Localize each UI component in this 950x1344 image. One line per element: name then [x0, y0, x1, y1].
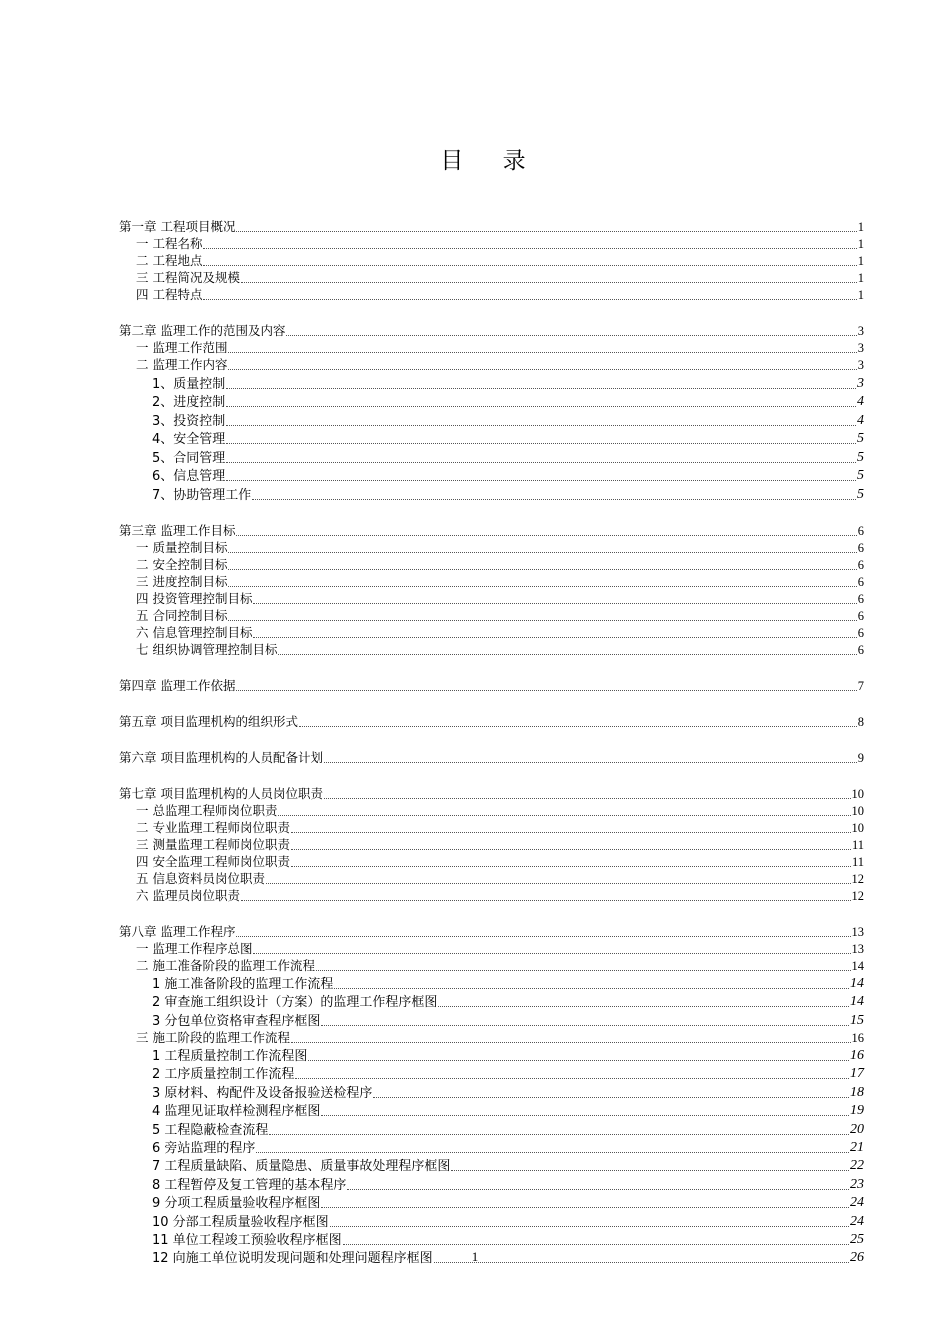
toc-entry-label: 2 工序质量控制工作流程	[152, 1067, 295, 1083]
toc-leader-dots	[278, 653, 856, 655]
toc-entry-label: 1 施工准备阶段的监理工作流程	[152, 976, 334, 992]
toc-entry-label: 四 工程特点	[136, 287, 203, 302]
toc-leader-dots	[226, 461, 856, 463]
toc-leader-dots	[226, 442, 856, 444]
toc-leader-dots	[295, 1077, 849, 1079]
toc-leader-dots	[324, 797, 851, 799]
toc-entry-page: 6	[857, 625, 864, 640]
toc-leader-dots	[226, 479, 856, 481]
toc-leader-dots	[252, 498, 856, 500]
toc-entry-page: 5	[857, 431, 864, 446]
toc-entry-page: 4	[857, 394, 864, 409]
toc-entry[interactable]	[119, 356, 864, 373]
toc-entry-label: 第五章 项目监理机构的组织形式	[119, 713, 298, 729]
toc-entry[interactable]	[119, 1064, 864, 1082]
toc-entry-page: 1	[857, 271, 864, 285]
toc-entry[interactable]	[119, 704, 864, 730]
toc-entry-page: 5	[857, 486, 864, 502]
toc-leader-dots	[451, 1169, 849, 1171]
toc-leader-dots	[236, 689, 856, 691]
toc-entry-page: 13	[851, 924, 864, 939]
page-number: 1	[471, 1249, 479, 1264]
toc-entry-page: 7	[857, 678, 864, 693]
toc-entry-page: 6	[857, 557, 864, 572]
toc-entry[interactable]	[119, 668, 864, 694]
toc-entry[interactable]	[119, 1029, 864, 1046]
toc-leader-dots	[269, 1133, 849, 1135]
toc-leader-dots	[253, 602, 856, 604]
toc-entry-page: 9	[857, 750, 864, 765]
toc-leader-dots	[324, 761, 857, 763]
toc-entry[interactable]	[119, 607, 864, 624]
toc-entry-page: 18	[850, 1084, 864, 1100]
toc-entry-label: 一 监理工作程序总图	[136, 940, 253, 956]
toc-entry-page: 24	[850, 1213, 864, 1229]
toc-entry-label: 12 向施工单位说明发现问题和处理问题程序框图	[152, 1251, 433, 1267]
toc-leader-dots	[241, 899, 851, 901]
toc-entry[interactable]	[119, 887, 864, 904]
toc-leader-dots	[334, 987, 849, 989]
toc-entry[interactable]	[119, 1046, 864, 1064]
toc-leader-dots	[236, 230, 856, 232]
toc-entry-page: 11	[851, 854, 864, 869]
toc-entry-page: 26	[850, 1250, 864, 1266]
toc-leader-dots	[203, 247, 856, 249]
toc-entry[interactable]	[119, 802, 864, 819]
toc-entry-label: 四 投资管理控制目标	[136, 590, 253, 606]
toc-entry[interactable]	[119, 313, 864, 339]
toc-entry-label: 第七章 项目监理机构的人员岗位职责	[119, 785, 323, 801]
toc-entry[interactable]	[119, 590, 864, 607]
toc-entry-label: 9 分项工程质量验收程序框图	[152, 1196, 321, 1212]
toc-leader-dots	[228, 551, 856, 553]
toc-leader-dots	[299, 725, 857, 727]
toc-leader-dots	[203, 264, 856, 266]
toc-entry-label: 4、安全管理	[152, 432, 226, 447]
toc-entry-page: 1	[857, 288, 864, 302]
toc-entry[interactable]	[119, 513, 864, 539]
toc-leader-dots	[308, 1059, 849, 1061]
toc-entry-label: 三 进度控制目标	[136, 573, 228, 589]
toc-entry[interactable]	[119, 940, 864, 957]
toc-entry[interactable]	[119, 573, 864, 590]
toc-entry[interactable]	[119, 339, 864, 356]
toc-entry-label: 1 工程质量控制工作流程图	[152, 1049, 308, 1065]
toc-entry-page: 13	[851, 941, 864, 956]
toc-entry-label: 四 安全监理工程师岗位职责	[136, 853, 290, 869]
toc-entry[interactable]	[119, 776, 864, 802]
toc-entry-page: 3	[857, 324, 864, 338]
toc-entry[interactable]	[119, 269, 864, 286]
toc-entry-label: 6 旁站监理的程序	[152, 1141, 256, 1157]
toc-entry[interactable]	[119, 624, 864, 641]
toc-entry-page: 5	[857, 449, 864, 465]
toc-leader-dots	[347, 1188, 849, 1190]
toc-entry-label: 2、进度控制	[152, 395, 226, 410]
toc-entry[interactable]	[119, 286, 864, 303]
toc-entry-label: 第八章 监理工作程序	[119, 923, 236, 939]
toc-entry-page: 14	[850, 975, 864, 991]
toc-entry[interactable]	[119, 819, 864, 836]
toc-entry-label: 一 总监理工程师岗位职责	[136, 802, 278, 818]
toc-leader-dots	[228, 351, 856, 353]
toc-entry-label: 第六章 项目监理机构的人员配备计划	[119, 749, 323, 765]
toc-leader-dots	[241, 281, 857, 283]
toc-entry[interactable]	[119, 252, 864, 269]
toc-leader-dots	[321, 1024, 849, 1026]
toc-entry-page: 17	[850, 1066, 864, 1082]
toc-entry-page: 23	[850, 1176, 864, 1192]
toc-entry[interactable]	[119, 974, 864, 992]
toc-leader-dots	[256, 1151, 849, 1153]
toc-entry-page: 14	[850, 994, 864, 1010]
table-of-contents	[119, 208, 864, 1266]
toc-entry-label: 4 监理见证取样检测程序框图	[152, 1104, 321, 1120]
toc-entry[interactable]	[119, 484, 864, 503]
toc-leader-dots	[266, 882, 851, 884]
toc-leader-dots	[203, 298, 856, 300]
toc-entry-label: 7 工程质量缺陷、质量隐患、质量事故处理程序框图	[152, 1159, 451, 1175]
toc-entry-label: 五 合同控制目标	[136, 607, 228, 623]
toc-entry[interactable]	[119, 539, 864, 556]
toc-entry-page: 1	[857, 237, 864, 251]
toc-entry-page: 16	[850, 1048, 864, 1064]
toc-entry-page: 15	[850, 1012, 864, 1028]
toc-entry-page: 25	[850, 1231, 864, 1247]
toc-entry[interactable]	[119, 1193, 864, 1211]
toc-entry[interactable]	[119, 1174, 864, 1192]
toc-entry-page: 21	[850, 1140, 864, 1156]
toc-entry-page: 12	[851, 871, 864, 886]
toc-entry-page: 6	[857, 523, 864, 538]
toc-leader-dots	[278, 814, 850, 816]
toc-entry-page: 12	[851, 888, 864, 903]
toc-entry-label: 二 施工准备阶段的监理工作流程	[136, 957, 315, 973]
toc-entry-label: 三 测量监理工程师岗位职责	[136, 836, 290, 852]
toc-leader-dots	[228, 568, 856, 570]
toc-leader-dots	[286, 334, 856, 336]
toc-entry[interactable]	[119, 1156, 864, 1174]
toc-entry-page: 3	[857, 358, 864, 372]
toc-entry[interactable]	[119, 1138, 864, 1156]
toc-entry-label: 1、质量控制	[152, 376, 226, 392]
toc-entry-label: 11 单位工程竣工预验收程序框图	[152, 1232, 342, 1248]
toc-entry-label: 3 原材料、构配件及设备报验送检程序	[152, 1085, 373, 1101]
toc-entry-label: 第一章 工程项目概况	[119, 219, 236, 234]
toc-entry-page: 4	[857, 412, 864, 428]
toc-leader-dots	[228, 368, 856, 370]
page-title: 目 录	[440, 148, 542, 174]
toc-entry-page: 10	[851, 803, 864, 818]
toc-entry-label: 二 专业监理工程师岗位职责	[136, 819, 290, 835]
toc-entry-page: 10	[851, 786, 864, 801]
toc-leader-dots	[228, 619, 856, 621]
toc-entry-page: 16	[851, 1030, 864, 1045]
toc-entry[interactable]	[119, 1230, 864, 1248]
toc-entry[interactable]	[119, 853, 864, 870]
toc-entry-page: 14	[851, 958, 864, 973]
toc-leader-dots	[253, 636, 856, 638]
toc-entry-label: 2 审查施工组织设计（方案）的监理工作程序框图	[152, 995, 438, 1011]
toc-entry[interactable]	[119, 1010, 864, 1028]
toc-entry[interactable]	[119, 1082, 864, 1100]
toc-entry-page: 6	[857, 642, 864, 657]
toc-leader-dots	[291, 848, 851, 850]
toc-entry-label: 3、投资控制	[152, 413, 226, 429]
toc-entry[interactable]	[119, 447, 864, 466]
toc-entry-label: 六 信息管理控制目标	[136, 624, 253, 640]
toc-entry[interactable]	[119, 410, 864, 429]
toc-entry-label: 一 质量控制目标	[136, 539, 228, 555]
toc-entry[interactable]	[119, 870, 864, 887]
toc-entry-page: 24	[850, 1195, 864, 1211]
toc-entry[interactable]	[119, 209, 864, 235]
toc-entry-label: 五 信息资料员岗位职责	[136, 870, 265, 886]
toc-leader-dots	[236, 935, 850, 937]
toc-entry-page: 11	[851, 837, 864, 852]
toc-leader-dots	[291, 1041, 851, 1043]
toc-entry-label: 六 监理员岗位职责	[136, 887, 240, 903]
toc-entry-page: 6	[857, 591, 864, 606]
toc-entry-page: 5	[857, 468, 864, 483]
toc-leader-dots	[316, 969, 851, 971]
toc-entry-label: 二 安全控制目标	[136, 556, 228, 572]
toc-entry-label: 3 分包单位资格审查程序框图	[152, 1013, 321, 1029]
toc-entry-label: 一 工程名称	[136, 236, 203, 251]
toc-entry-label: 一 监理工作范围	[136, 340, 228, 355]
toc-entry-page: 6	[857, 540, 864, 555]
toc-entry-label: 二 工程地点	[136, 253, 203, 268]
toc-entry-page: 6	[857, 608, 864, 623]
toc-leader-dots	[291, 865, 851, 867]
toc-entry[interactable]	[119, 1211, 864, 1229]
toc-entry-label: 10 分部工程质量验收程序框图	[152, 1214, 329, 1230]
toc-entry-label: 三 工程简况及规模	[136, 270, 240, 285]
toc-entry[interactable]	[119, 992, 864, 1010]
toc-entry[interactable]	[119, 740, 864, 766]
toc-leader-dots	[226, 387, 856, 389]
toc-entry-label: 6、信息管理	[152, 469, 226, 484]
toc-entry-label: 5 工程隐蔽检查流程	[152, 1122, 269, 1138]
toc-leader-dots	[226, 424, 856, 426]
toc-leader-dots	[226, 405, 856, 407]
toc-entry-label: 七 组织协调管理控制目标	[136, 641, 278, 657]
toc-entry[interactable]	[119, 1119, 864, 1137]
toc-entry[interactable]	[119, 914, 864, 940]
toc-entry-page: 8	[857, 714, 864, 729]
toc-entry-page: 10	[851, 820, 864, 835]
toc-entry[interactable]	[119, 392, 864, 411]
toc-leader-dots	[438, 1005, 849, 1007]
toc-leader-dots	[330, 1225, 849, 1227]
toc-leader-dots	[253, 952, 850, 954]
toc-entry-label: 二 监理工作内容	[136, 357, 228, 372]
toc-entry-label: 第三章 监理工作目标	[119, 522, 236, 538]
toc-leader-dots	[291, 831, 851, 833]
toc-entry-label: 第四章 监理工作依据	[119, 677, 236, 693]
toc-entry-label: 5、合同管理	[152, 450, 226, 466]
toc-entry[interactable]	[119, 1101, 864, 1119]
toc-leader-dots	[236, 534, 856, 536]
toc-entry-page: 6	[857, 574, 864, 589]
toc-entry-page: 3	[857, 341, 864, 355]
toc-entry[interactable]	[119, 836, 864, 853]
toc-entry[interactable]	[119, 235, 864, 252]
toc-entry-page: 19	[850, 1103, 864, 1119]
toc-entry[interactable]	[119, 373, 864, 392]
toc-entry[interactable]	[119, 641, 864, 658]
toc-leader-dots	[373, 1096, 849, 1098]
toc-leader-dots	[321, 1114, 849, 1116]
toc-entry-page: 3	[857, 375, 864, 391]
toc-leader-dots	[228, 585, 856, 587]
toc-entry-page: 22	[850, 1158, 864, 1174]
toc-entry[interactable]	[119, 466, 864, 485]
toc-leader-dots	[321, 1206, 849, 1208]
toc-entry-label: 8 工程暂停及复工管理的基本程序	[152, 1177, 347, 1193]
toc-entry-label: 7、协助管理工作	[152, 487, 252, 503]
toc-entry[interactable]	[119, 556, 864, 573]
toc-entry-page: 1	[857, 220, 864, 234]
toc-entry-label: 三 施工阶段的监理工作流程	[136, 1029, 290, 1045]
toc-entry-page: 1	[857, 254, 864, 268]
toc-leader-dots	[343, 1243, 849, 1245]
toc-entry[interactable]	[119, 957, 864, 974]
toc-entry-label: 第二章 监理工作的范围及内容	[119, 323, 286, 338]
toc-entry[interactable]	[119, 429, 864, 448]
toc-entry-page: 20	[850, 1121, 864, 1137]
